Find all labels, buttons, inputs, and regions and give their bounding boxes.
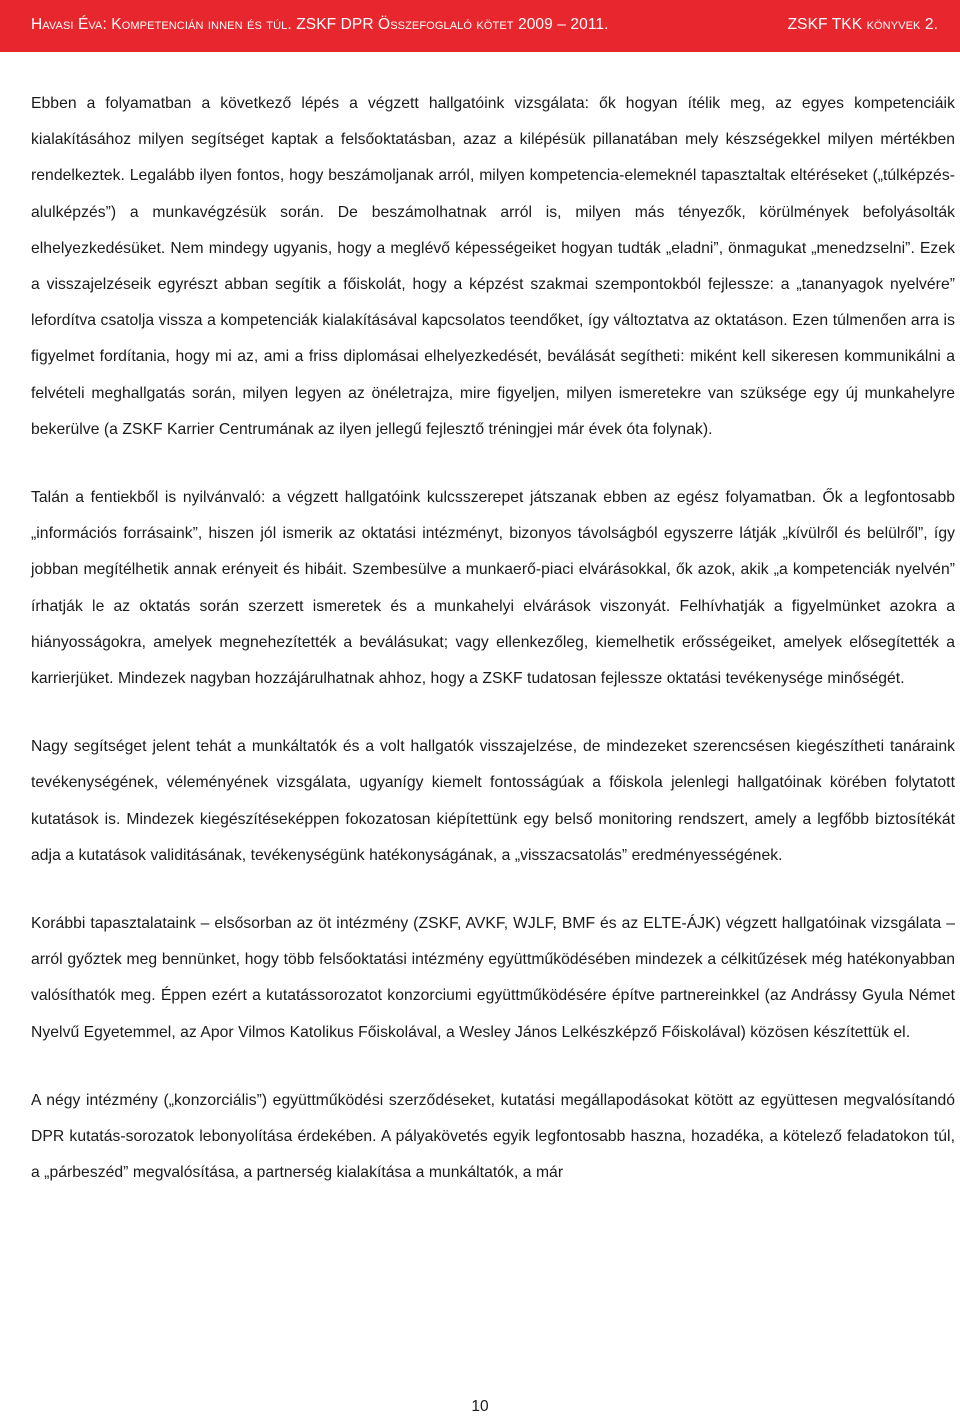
paragraph-1: Ebben a folyamatban a következő lépés a végzett hallgatóink vizsgálata: ők hogyan ítélik meg, az egyes kompetenciáik kialakításához milyen segítséget kaptak a felsőoktatásban, azaz a kilépésük pillanatában mely készségekkel milyen mértékben rendelkeztek. Legalább ilyen fontos, hogy beszámoljanak arról, milyen kompetencia-elemeknél tapasztaltak eltéréseket („túlképzés-alulképzés”) a munkavégzésük során. De beszámolhatnak arról is, milyen más tényezők, körülmények befolyásolták elhelyezkedésüket. Nem mindegy ugyanis, hogy a meglévő képességeiket hogyan tudták „eladni”, önmagukat „menedzselni”. Ezek a visszajelzéseik egyrészt abban segítik a főiskolát, hogy a képzést szakmai szempontokból fejlessze: a „tananyagok nyelvére” lefordítva csatolja vissza a kompetenciák kialakításával kapcsolatos teendőket, így változtatva az oktatáson. Ezen túlmenően arra is figyelmet fordítania, hogy mi az, ami a friss diplomásai elhelyezkedését, beválását segítheti: miként kell sikeresen kommunikálni a felvételi meghallgatás során, milyen legyen az önéletrajza, mire figyeljen, milyen ismeretekre van szüksége egy új munkahelyre bekerülve (a ZSKF Karrier Centrumának az ilyen jellegű fejlesztő tréningjei már évek óta folynak). [31, 95, 955, 438]
header-title: Havasi Éva: Kompetencián innen és túl. ZSKF DPR Összefoglaló kötet 2009 – 2011. [31, 16, 609, 33]
paragraph-2: Talán a fentiekből is nyilvánvaló: a végzett hallgatóink kulcsszerepet játszanak ebben az egész folyamatban. Ők a legfontosabb „információs forrásaink”, hiszen jól ismerik az oktatási intézményt, bizonyos távolságból egyszerre látják „kívülről és belülről”, így jobban megítélhetik annak erényeit és hibáit. Szembesülve a munkaerő-piaci elvárásokkal, ők azok, akik „a kompetenciák nyelvén” írhatják le az oktatás során szerzett ismeretek és a munkahelyi elvárások viszonyát. Felhívhatják a figyelmünket azokra a hiányosságokra, amelyek megnehezítették a beválásukat; vagy ellenkezőleg, kiemelhetik erősségeiket, amelyek elősegítették a karrierjüket. Mindezek nagyban hozzájárulhatnak ahhoz, hogy a ZSKF tudatosan fejlessze oktatási tevékenysége minőségét. [31, 489, 955, 688]
page-number: 10 [471, 1398, 489, 1415]
running-header [0, 0, 960, 52]
header-series: ZSKF TKK könyvek 2. [787, 16, 938, 33]
paragraph-3: Nagy segítséget jelent tehát a munkáltatók és a volt hallgatók visszajelzése, de mindezeket szerencsésen kiegészítheti tanáraink tevékenységének, véleményének vizsgálata, ugyanígy kiemelt fontosságúak a főiskola jelenlegi hallgatóinak körében folytatott kutatások is. Mindezek kiegészítéseképpen fokozatosan kiépítettünk egy belső monitoring rendszert, amely a legfőbb biztosítékát adja a kutatások validitásának, tevékenységünk hatékonyságának, a „visszacsatolás” eredményességének. [31, 738, 955, 864]
paragraph-5: A négy intézmény („konzorciális”) együttműködési szerződéseket, kutatási megállapodásokat kötött az együttesen megvalósítandó DPR kutatás-sorozatok lebonyolítása érdekében. A pályakövetés egyik legfontosabb haszna, hozadéka, a kötelező feladatokon túl, a „párbeszéd” megvalósítása, a partnerség kialakítása a munkáltatók, a már [31, 1091, 955, 1182]
body-text [31, 86, 955, 1223]
paragraph-4: Korábbi tapasztalataink – elsősorban az öt intézmény (ZSKF, AVKF, WJLF, BMF és az ELTE-ÁJK) végzett hallgatóinak vizsgálata – arról győztek meg bennünket, hogy több felsőoktatási intézmény együttműködésében mindezek a célkitűzések még hatékonyabban valósíthatók meg. Éppen ezért a kutatássorozatot konzorciumi együttműködésére építve partnereinkkel (az Andrássy Gyula Német Nyelvű Egyetemmel, az Apor Vilmos Katolikus Főiskolával, a Wesley János Lelkészképző Főiskolával) közösen készítettük el. [31, 915, 955, 1041]
